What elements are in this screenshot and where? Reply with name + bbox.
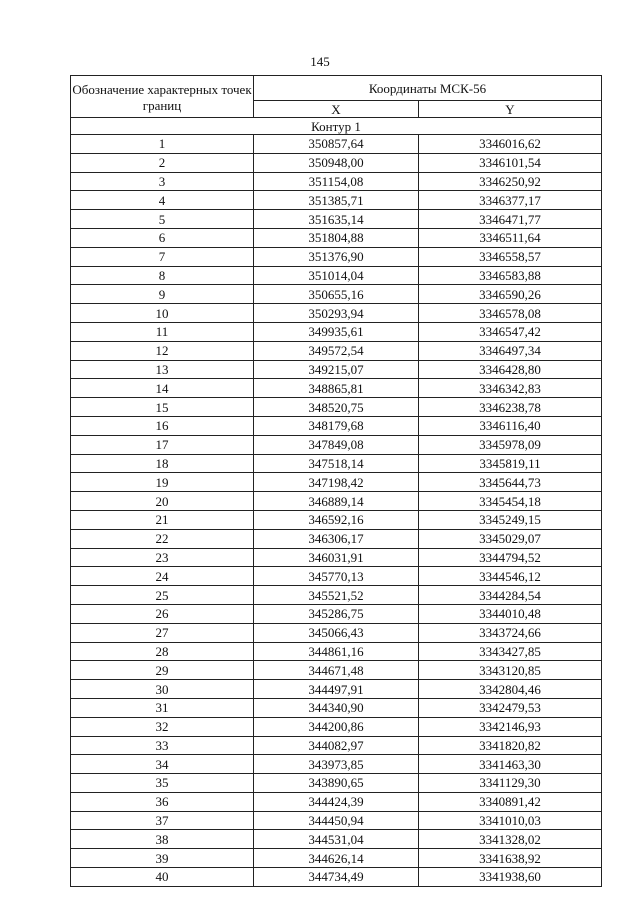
table-row: [71, 322, 602, 341]
y-coordinate-cell: 3346558,57: [419, 247, 602, 266]
point-number-cell: 11: [71, 322, 254, 341]
table-row: [71, 454, 602, 473]
table-row: [71, 379, 602, 398]
table-row: [71, 473, 602, 492]
table-row: [71, 228, 602, 247]
y-coordinate-cell: 3346511,64: [419, 228, 602, 247]
y-coordinate-cell: 3342146,93: [419, 717, 602, 736]
point-number-cell: 3: [71, 172, 254, 191]
y-coordinate-cell: 3345978,09: [419, 435, 602, 454]
point-number-cell: 8: [71, 266, 254, 285]
y-coordinate-cell: 3344546,12: [419, 567, 602, 586]
table-row: [71, 285, 602, 304]
table-row: [71, 604, 602, 623]
point-number-cell: 15: [71, 398, 254, 417]
table-row: [71, 792, 602, 811]
table-row: [71, 191, 602, 210]
point-number-cell: 37: [71, 811, 254, 830]
point-number-cell: 6: [71, 228, 254, 247]
point-number-cell: 31: [71, 698, 254, 717]
point-number-cell: 38: [71, 830, 254, 849]
table-row: [71, 567, 602, 586]
point-number-cell: 29: [71, 661, 254, 680]
point-number-cell: 34: [71, 755, 254, 774]
point-number-cell: 30: [71, 680, 254, 699]
point-number-cell: 9: [71, 285, 254, 304]
y-coordinate-cell: 3346016,62: [419, 135, 602, 154]
table-row: [71, 849, 602, 868]
y-coordinate-cell: 3341463,30: [419, 755, 602, 774]
table-row: [71, 755, 602, 774]
y-coordinate-cell: 3343120,85: [419, 661, 602, 680]
table-row: [71, 266, 602, 285]
x-coordinate-cell: 351635,14: [254, 210, 419, 229]
x-coordinate-cell: 344734,49: [254, 868, 419, 887]
y-coordinate-cell: 3346101,54: [419, 153, 602, 172]
point-number-cell: 7: [71, 247, 254, 266]
x-column-header: X: [254, 101, 419, 118]
x-coordinate-cell: 351154,08: [254, 172, 419, 191]
x-coordinate-cell: 345521,52: [254, 586, 419, 605]
table-row: [71, 172, 602, 191]
x-coordinate-cell: 348520,75: [254, 398, 419, 417]
points-column-header: Обозначение характерных точек границ: [71, 76, 254, 118]
y-coordinate-cell: 3346497,34: [419, 341, 602, 360]
point-number-cell: 33: [71, 736, 254, 755]
x-coordinate-cell: 349935,61: [254, 322, 419, 341]
coordinates-header: Координаты МСК-56: [254, 76, 602, 101]
table-row: [71, 210, 602, 229]
x-coordinate-cell: 344497,91: [254, 680, 419, 699]
table-row: [71, 529, 602, 548]
x-coordinate-cell: 347518,14: [254, 454, 419, 473]
x-coordinate-cell: 346031,91: [254, 548, 419, 567]
point-number-cell: 24: [71, 567, 254, 586]
point-number-cell: 13: [71, 360, 254, 379]
y-column-header: Y: [419, 101, 602, 118]
table-row: [71, 774, 602, 793]
y-coordinate-cell: 3346583,88: [419, 266, 602, 285]
point-number-cell: 17: [71, 435, 254, 454]
x-coordinate-cell: 344082,97: [254, 736, 419, 755]
y-coordinate-cell: 3346116,40: [419, 416, 602, 435]
x-coordinate-cell: 347198,42: [254, 473, 419, 492]
table-row: [71, 247, 602, 266]
x-coordinate-cell: 346889,14: [254, 492, 419, 511]
x-coordinate-cell: 345286,75: [254, 604, 419, 623]
x-coordinate-cell: 349572,54: [254, 341, 419, 360]
y-coordinate-cell: 3342479,53: [419, 698, 602, 717]
x-coordinate-cell: 344424,39: [254, 792, 419, 811]
table-row: [71, 830, 602, 849]
point-number-cell: 40: [71, 868, 254, 887]
x-coordinate-cell: 351385,71: [254, 191, 419, 210]
point-number-cell: 16: [71, 416, 254, 435]
x-coordinate-cell: 343973,85: [254, 755, 419, 774]
page-number: 145: [310, 54, 330, 69]
table-row: [71, 153, 602, 172]
x-coordinate-cell: 351804,88: [254, 228, 419, 247]
x-coordinate-cell: 346592,16: [254, 510, 419, 529]
x-coordinate-cell: 351376,90: [254, 247, 419, 266]
table-row: [71, 435, 602, 454]
table-row: [71, 341, 602, 360]
y-coordinate-cell: 3345249,15: [419, 510, 602, 529]
table-row: [71, 680, 602, 699]
table-row: [71, 548, 602, 567]
table-row: [71, 642, 602, 661]
x-coordinate-cell: 349215,07: [254, 360, 419, 379]
x-coordinate-cell: 344861,16: [254, 642, 419, 661]
point-number-cell: 36: [71, 792, 254, 811]
y-coordinate-cell: 3344794,52: [419, 548, 602, 567]
table-row: [71, 416, 602, 435]
y-coordinate-cell: 3341820,82: [419, 736, 602, 755]
y-coordinate-cell: 3346471,77: [419, 210, 602, 229]
point-number-cell: 26: [71, 604, 254, 623]
point-number-cell: 22: [71, 529, 254, 548]
x-coordinate-cell: 344340,90: [254, 698, 419, 717]
y-coordinate-cell: 3346342,83: [419, 379, 602, 398]
y-coordinate-cell: 3346428,80: [419, 360, 602, 379]
table-row: [71, 623, 602, 642]
y-coordinate-cell: 3344010,48: [419, 604, 602, 623]
x-coordinate-cell: 350293,94: [254, 304, 419, 323]
x-coordinate-cell: 347849,08: [254, 435, 419, 454]
x-coordinate-cell: 346306,17: [254, 529, 419, 548]
point-number-cell: 14: [71, 379, 254, 398]
x-coordinate-cell: 343890,65: [254, 774, 419, 793]
y-coordinate-cell: 3341129,30: [419, 774, 602, 793]
y-coordinate-cell: 3344284,54: [419, 586, 602, 605]
y-coordinate-cell: 3346547,42: [419, 322, 602, 341]
coordinates-table: [70, 75, 602, 887]
x-coordinate-cell: 345066,43: [254, 623, 419, 642]
x-coordinate-cell: 351014,04: [254, 266, 419, 285]
point-number-cell: 18: [71, 454, 254, 473]
point-number-cell: 5: [71, 210, 254, 229]
table-row: [71, 304, 602, 323]
x-coordinate-cell: 344671,48: [254, 661, 419, 680]
y-coordinate-cell: 3341010,03: [419, 811, 602, 830]
table-row: [71, 698, 602, 717]
point-number-cell: 28: [71, 642, 254, 661]
table-row: [71, 811, 602, 830]
table-row: [71, 586, 602, 605]
x-coordinate-cell: 345770,13: [254, 567, 419, 586]
table-row: [71, 492, 602, 511]
y-coordinate-cell: 3341938,60: [419, 868, 602, 887]
table-row: [71, 135, 602, 154]
table-row: [71, 510, 602, 529]
point-number-cell: 20: [71, 492, 254, 511]
y-coordinate-cell: 3345029,07: [419, 529, 602, 548]
x-coordinate-cell: 350948,00: [254, 153, 419, 172]
table-row: [71, 717, 602, 736]
y-coordinate-cell: 3340891,42: [419, 792, 602, 811]
table-row: [71, 360, 602, 379]
table-row: [71, 398, 602, 417]
y-coordinate-cell: 3346238,78: [419, 398, 602, 417]
y-coordinate-cell: 3346590,26: [419, 285, 602, 304]
y-coordinate-cell: 3341328,02: [419, 830, 602, 849]
y-coordinate-cell: 3346250,92: [419, 172, 602, 191]
y-coordinate-cell: 3345819,11: [419, 454, 602, 473]
point-number-cell: 27: [71, 623, 254, 642]
point-number-cell: 12: [71, 341, 254, 360]
point-number-cell: 23: [71, 548, 254, 567]
point-number-cell: 10: [71, 304, 254, 323]
point-number-cell: 35: [71, 774, 254, 793]
x-coordinate-cell: 348179,68: [254, 416, 419, 435]
x-coordinate-cell: 348865,81: [254, 379, 419, 398]
x-coordinate-cell: 350857,64: [254, 135, 419, 154]
point-number-cell: 2: [71, 153, 254, 172]
y-coordinate-cell: 3346578,08: [419, 304, 602, 323]
point-number-cell: 39: [71, 849, 254, 868]
x-coordinate-cell: 344531,04: [254, 830, 419, 849]
y-coordinate-cell: 3343724,66: [419, 623, 602, 642]
x-coordinate-cell: 344450,94: [254, 811, 419, 830]
point-number-cell: 1: [71, 135, 254, 154]
x-coordinate-cell: 344626,14: [254, 849, 419, 868]
point-number-cell: 19: [71, 473, 254, 492]
point-number-cell: 4: [71, 191, 254, 210]
y-coordinate-cell: 3341638,92: [419, 849, 602, 868]
point-number-cell: 25: [71, 586, 254, 605]
y-coordinate-cell: 3345644,73: [419, 473, 602, 492]
y-coordinate-cell: 3342804,46: [419, 680, 602, 699]
table-row: [71, 736, 602, 755]
table-row: [71, 868, 602, 887]
table-row: [71, 661, 602, 680]
y-coordinate-cell: 3343427,85: [419, 642, 602, 661]
contour-label: Контур 1: [71, 118, 602, 135]
point-number-cell: 32: [71, 717, 254, 736]
x-coordinate-cell: 344200,86: [254, 717, 419, 736]
y-coordinate-cell: 3345454,18: [419, 492, 602, 511]
y-coordinate-cell: 3346377,17: [419, 191, 602, 210]
point-number-cell: 21: [71, 510, 254, 529]
x-coordinate-cell: 350655,16: [254, 285, 419, 304]
